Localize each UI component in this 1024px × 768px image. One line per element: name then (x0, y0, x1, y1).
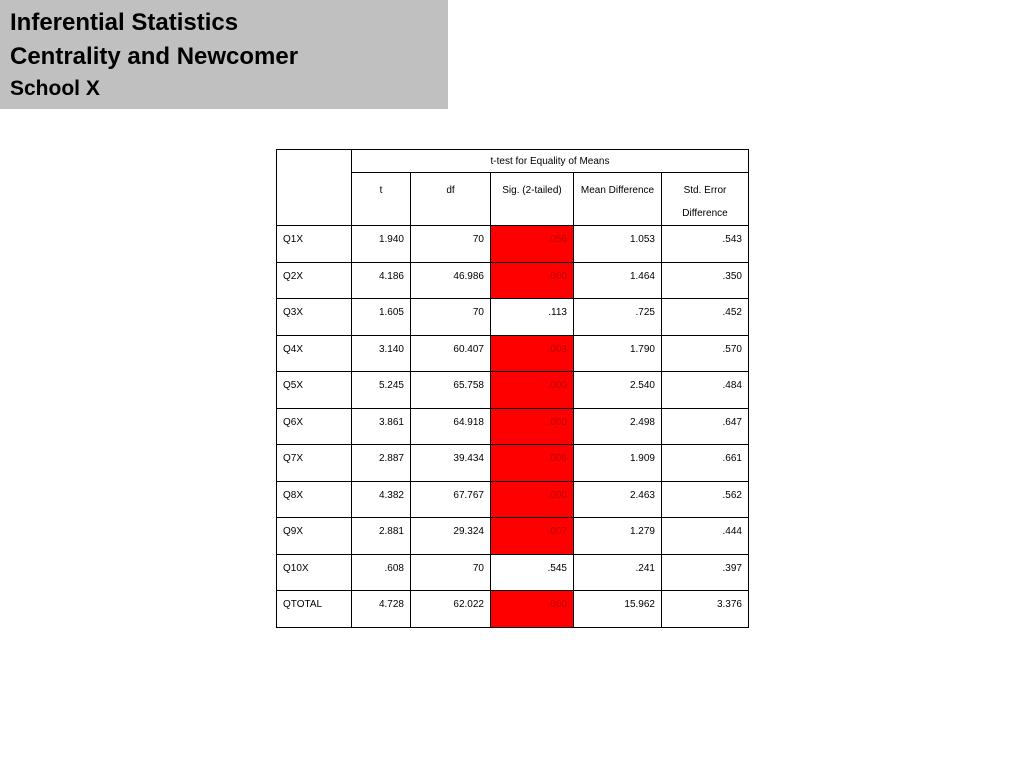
column-header-sig: Sig. (2-tailed) (491, 173, 574, 226)
cell-df: 64.918 (411, 408, 491, 445)
cell-mean-difference: 2.540 (574, 372, 662, 409)
cell-t: 1.605 (352, 299, 411, 336)
cell-mean-difference: 2.463 (574, 481, 662, 518)
cell-std-error: 3.376 (662, 591, 749, 628)
cell-mean-difference: .241 (574, 554, 662, 591)
cell-std-error: .570 (662, 335, 749, 372)
cell-sig: .000 (491, 262, 574, 299)
cell-mean-difference: 15.962 (574, 591, 662, 628)
column-header-std-error-difference: Std. Error Difference (662, 173, 749, 226)
cell-t: 4.186 (352, 262, 411, 299)
cell-df: 29.324 (411, 518, 491, 555)
row-label: Q5X (277, 372, 352, 409)
table-row (277, 226, 749, 263)
cell-std-error: .397 (662, 554, 749, 591)
table-row (277, 518, 749, 555)
slide-subtitle: Centrality and Newcomer (10, 43, 299, 70)
table-row (277, 591, 749, 628)
row-label: Q10X (277, 554, 352, 591)
cell-mean-difference: 1.053 (574, 226, 662, 263)
cell-t: 1.940 (352, 226, 411, 263)
column-header-df: df (411, 173, 491, 226)
cell-df: 70 (411, 554, 491, 591)
row-label: QTOTAL (277, 591, 352, 628)
cell-t: 2.887 (352, 445, 411, 482)
cell-sig: .056 (491, 226, 574, 263)
cell-mean-difference: .725 (574, 299, 662, 336)
table-row (277, 372, 749, 409)
row-label: Q9X (277, 518, 352, 555)
cell-t: 5.245 (352, 372, 411, 409)
cell-mean-difference: 2.498 (574, 408, 662, 445)
row-label: Q6X (277, 408, 352, 445)
row-label: Q8X (277, 481, 352, 518)
cell-df: 46.986 (411, 262, 491, 299)
column-header-t: t (352, 173, 411, 226)
table-row (277, 335, 749, 372)
group-header: t-test for Equality of Means (352, 150, 749, 173)
table-row (277, 445, 749, 482)
cell-df: 60.407 (411, 335, 491, 372)
cell-df: 39.434 (411, 445, 491, 482)
cell-sig: .545 (491, 554, 574, 591)
row-label: Q4X (277, 335, 352, 372)
table-row (277, 554, 749, 591)
cell-sig: .003 (491, 335, 574, 372)
slide-title-box (0, 0, 448, 109)
table-group-header-row (277, 150, 749, 173)
cell-t: 4.728 (352, 591, 411, 628)
cell-df: 65.758 (411, 372, 491, 409)
cell-std-error: .543 (662, 226, 749, 263)
cell-mean-difference: 1.279 (574, 518, 662, 555)
cell-df: 62.022 (411, 591, 491, 628)
cell-mean-difference: 1.464 (574, 262, 662, 299)
cell-t: 3.140 (352, 335, 411, 372)
cell-sig: .000 (491, 372, 574, 409)
cell-sig: .000 (491, 591, 574, 628)
table-corner-cell (277, 150, 352, 226)
cell-df: 70 (411, 299, 491, 336)
slide-title: Inferential Statistics (10, 9, 239, 36)
cell-std-error: .562 (662, 481, 749, 518)
cell-t: 4.382 (352, 481, 411, 518)
cell-std-error: .444 (662, 518, 749, 555)
cell-t: 3.861 (352, 408, 411, 445)
cell-std-error: .484 (662, 372, 749, 409)
slide-school-label: School X (10, 77, 100, 100)
cell-sig: .000 (491, 481, 574, 518)
cell-sig: .007 (491, 518, 574, 555)
cell-std-error: .350 (662, 262, 749, 299)
table-row (277, 262, 749, 299)
cell-std-error: .647 (662, 408, 749, 445)
row-label: Q2X (277, 262, 352, 299)
row-label: Q3X (277, 299, 352, 336)
row-label: Q1X (277, 226, 352, 263)
cell-mean-difference: 1.790 (574, 335, 662, 372)
cell-sig: .113 (491, 299, 574, 336)
cell-t: 2.881 (352, 518, 411, 555)
cell-sig: .000 (491, 408, 574, 445)
cell-sig: .006 (491, 445, 574, 482)
table-row (277, 408, 749, 445)
cell-df: 70 (411, 226, 491, 263)
column-header-mean-difference: Mean Difference (574, 173, 662, 226)
table-row (277, 299, 749, 336)
cell-df: 67.767 (411, 481, 491, 518)
table-row (277, 481, 749, 518)
row-label: Q7X (277, 445, 352, 482)
cell-std-error: .452 (662, 299, 749, 336)
cell-t: .608 (352, 554, 411, 591)
ttest-table (276, 149, 749, 628)
cell-mean-difference: 1.909 (574, 445, 662, 482)
cell-std-error: .661 (662, 445, 749, 482)
